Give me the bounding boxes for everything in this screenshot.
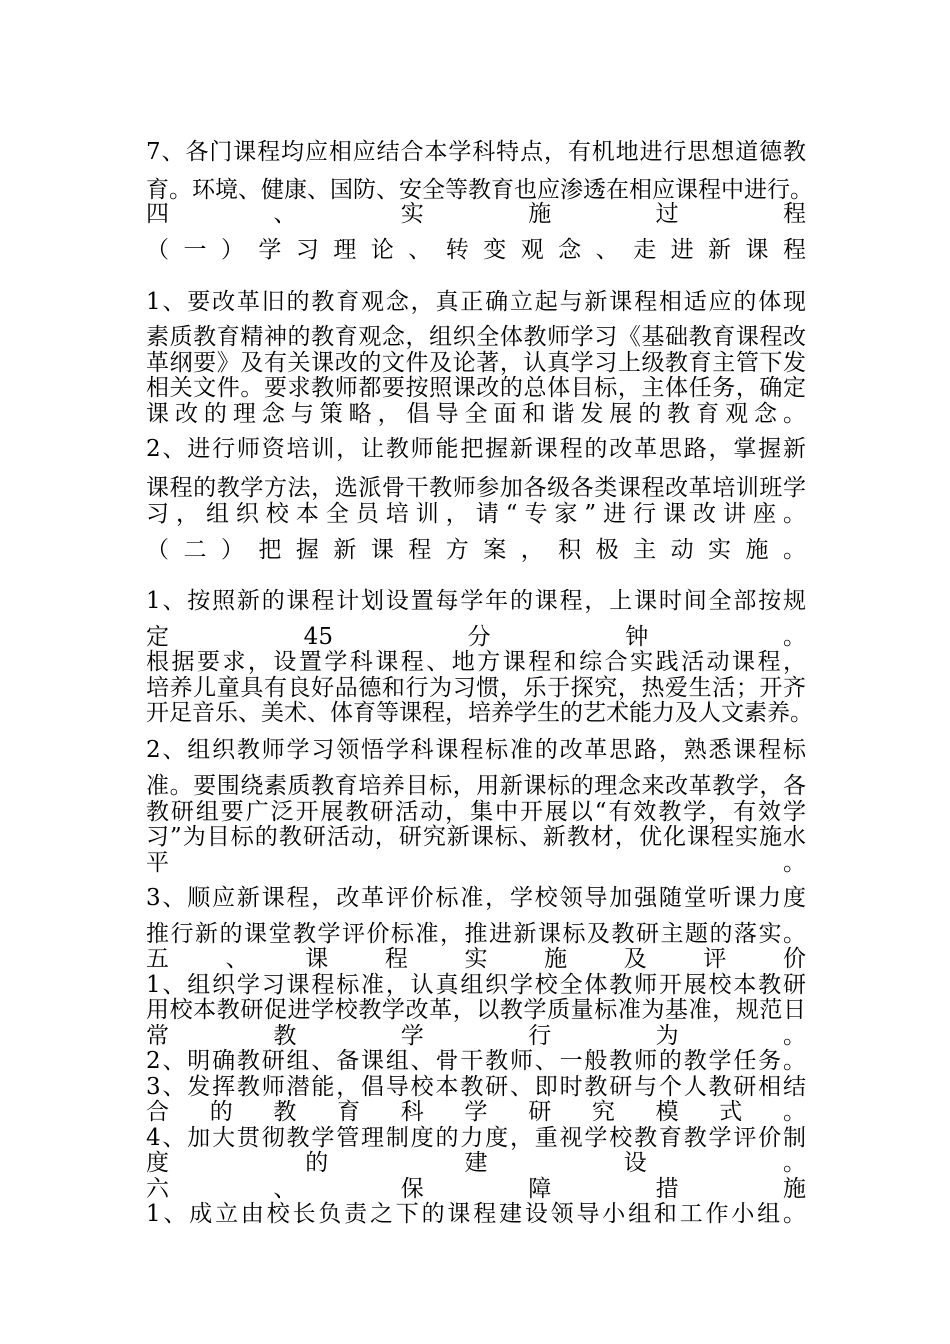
text-line: 推行新的课堂教学评价标准，推进新课标及教研主题的落实。 [146, 921, 806, 947]
text-line: 用校本教研促进学校教学改革，以教学质量标准为基准，规范日 [146, 997, 806, 1023]
text-line: 1、要改革旧的教育观念，真正确立起与新课程相适应的体现 [146, 289, 806, 315]
text-line: 1、成立由校长负责之下的课程建设领导小组和工作小组。 [146, 1201, 806, 1227]
text-line: 3、发挥教师潜能，倡导校本教研、即时教研与个人教研相结 [146, 1074, 806, 1100]
text-line: 育。环境、健康、国防、安全等教育也应渗透在相应课程中进行。 [146, 177, 813, 203]
text-line: 革纲要》及有关课改的文件及论著，认真学习上级教育主管下发 [146, 350, 806, 376]
text-line: 课程的教学方法，选派骨干教师参加各级各类课程改革培训班学 [146, 475, 806, 501]
text-line: 习”为目标的教研活动，研究新课标、新教材，优化课程实施水 [146, 824, 806, 850]
subsection-heading: （一）学习理论、转变观念、走进新课程 [146, 237, 806, 263]
text-line: 开足音乐、美术、体育等课程，培养学生的艺术能力及人文素养。 [146, 700, 813, 726]
text-line: 培养儿童具有良好品德和行为习惯，乐于探究，热爱生活；开齐 [146, 675, 806, 701]
text-line: 7、各门课程均应相应结合本学科特点，有机地进行思想道德教 [146, 139, 806, 165]
text-line: 合的教育科学研究模式。 [146, 1099, 806, 1125]
section-heading: 六、保障措施 [146, 1176, 806, 1202]
text-line: 素质教育精神的教育观念，组织全体教师学习《基础教育课程改 [146, 324, 806, 350]
text-line: 1、按照新的课程计划设置每学年的课程，上课时间全部按规 [146, 588, 806, 614]
text-line: 度的建设。 [146, 1150, 806, 1176]
subsection-heading: （二）把握新课程方案，积极主动实施。 [146, 537, 806, 563]
text-line: 2、进行师资培训，让教师能把握新课程的改革思路，掌握新 [146, 436, 806, 462]
text-line: 平。 [146, 850, 806, 876]
text-line: 定45分钟。 [146, 624, 806, 650]
text-line: 2、组织教师学习领悟学科课程标准的改革思路，熟悉课程标 [146, 737, 806, 763]
text-line: 3、顺应新课程，改革评价标准，学校领导加强随堂听课力度 [146, 885, 806, 911]
text-line: 常教学行为。 [146, 1023, 806, 1049]
text-line: 准。要围绕素质教育培养目标，用新课标的理念来改革教学，各 [146, 773, 806, 799]
text-line: 1、组织学习课程标准，认真组织学校全体教师开展校本教研 [146, 972, 806, 998]
text-line: 相关文件。要求教师都要按照课改的总体目标，主体任务，确定 [146, 375, 806, 401]
text-line: 习，组织校本全员培训，请“专家”进行课改讲座。 [146, 501, 806, 527]
text-line: 教研组要广泛开展教研活动，集中开展以“有效教学，有效学 [146, 799, 806, 825]
section-heading: 四、实施过程 [146, 201, 806, 227]
text-line: 课改的理念与策略，倡导全面和谐发展的教育观念。 [146, 401, 806, 427]
text-line: 4、加大贯彻教学管理制度的力度，重视学校教育教学评价制 [146, 1125, 806, 1151]
text-line: 根据要求，设置学科课程、地方课程和综合实践活动课程， [146, 649, 806, 675]
section-heading: 五、课程实施及评价 [146, 946, 806, 972]
text-line: 2、明确教研组、备课组、骨干教师、一般教师的教学任务。 [146, 1048, 806, 1074]
